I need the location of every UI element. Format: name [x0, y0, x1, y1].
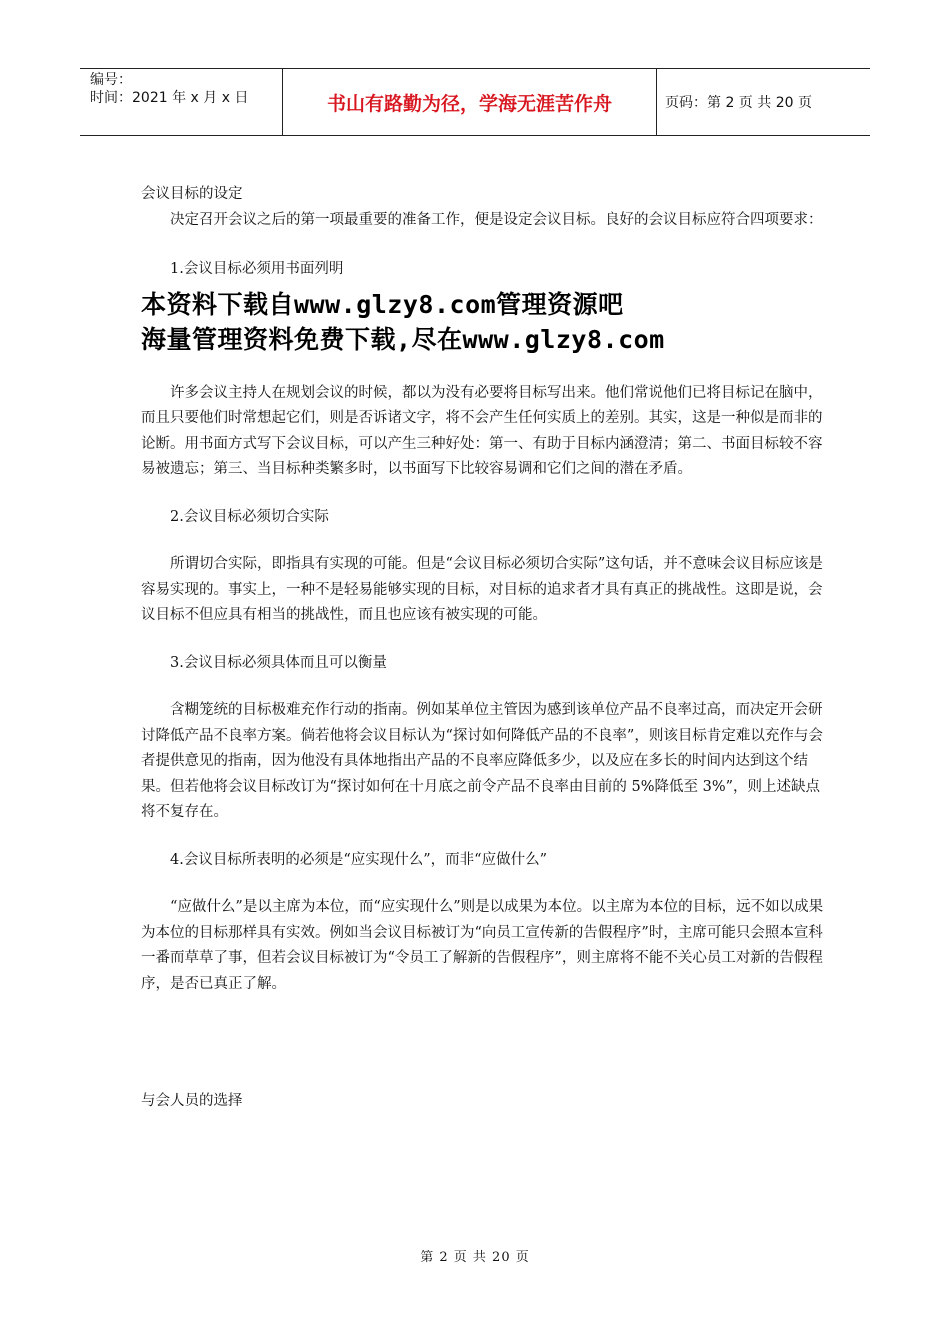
- item1-body: 许多会议主持人在规划会议的时候，都以为没有必要将目标写出来。他们常说他们已将目标记在脑中，而且只要他们时常想起它们，则是否诉诸文字，将不会产生任何实质上的差别。其实，这是一种似是而非的论断。用书面方式写下会议目标，可以产生三种好处：第一、有助于目标内涵澄清；第二、书面目标较不容易被遗忘；第三、当目标种类繁多时，以书面写下比较容易调和它们之间的潜在矛盾。: [141, 384, 823, 477]
- item1-title: 1.会议目标必须用书面列明: [170, 261, 344, 277]
- section-title-meeting-goals: 会议目标的设定: [141, 186, 243, 202]
- section-title-participants: 与会人员的选择: [141, 1093, 243, 1109]
- page-header: [80, 68, 870, 136]
- watermark-line-2: 海量管理资料免费下载,尽在www.glzy8.com: [141, 324, 665, 354]
- header-page-info: 页码：第 2 页 共 20 页: [665, 95, 812, 111]
- document-date: 时间：2021 年 x 月 x 日: [90, 90, 249, 106]
- item3-title: 3.会议目标必须具体而且可以衡量: [170, 654, 387, 671]
- document-body: [141, 182, 831, 1115]
- item3-body: 含糊笼统的目标极难充作行动的指南。例如某单位主管因为感到该单位产品不良率过高，而决定开会研讨降低产品不良率方案。倘若他将会议目标认为“探讨如何降低产品的不良率”，则该目标肯定难以充作与会者提供意见的指南，因为他没有具体地指出产品的不良率应降低多少，以及应在多长的时间内达到这个结果。但若他将会议目标改订为“探讨如何在十月底之前令产品不良率由目前的 5%降低至 3%”，则上述缺点将不复存在。: [141, 702, 823, 820]
- item2-title: 2.会议目标必须切合实际: [170, 508, 329, 525]
- page-footer: 第 2 页 共 20 页: [420, 1250, 530, 1265]
- item4-body: “应做什么”是以主席为本位，而“应实现什么”则是以成果为本位。以主席为本位的目标，远不如以成果为本位的目标那样具有实效。例如当会议目标被订为“向员工宣传新的告假程序”时，主席可能只会照本宣科一番而草草了事，但若会议目标被订为“令员工了解新的告假程序”，则主席将不能不关心员工对新的告假程序，是否已真正了解。: [141, 899, 824, 992]
- item4-title: 4.会议目标所表明的必须是“应实现什么”，而非“应做什么”: [170, 851, 547, 868]
- document-number-label: 编号：: [90, 72, 132, 88]
- intro-paragraph: 决定召开会议之后的第一项最重要的准备工作，便是设定会议目标。良好的会议目标应符合四项要求：: [170, 211, 823, 228]
- header-meta: [80, 69, 282, 135]
- header-slogan: 书山有路勤为径，学海无涯苦作舟: [282, 69, 657, 135]
- item2-body: 所谓切合实际，即指具有实现的可能。但是“会议目标必须切合实际”这句话，并不意味会议目标应该是容易实现的。事实上，一种不是轻易能够实现的目标，对目标的追求者才具有真正的挑战性。这即是说，会议目标不但应具有相当的挑战性，而且也应该有被实现的可能。: [141, 556, 823, 623]
- watermark-line-1: 本资料下载自www.glzy8.com管理资源吧: [141, 289, 624, 319]
